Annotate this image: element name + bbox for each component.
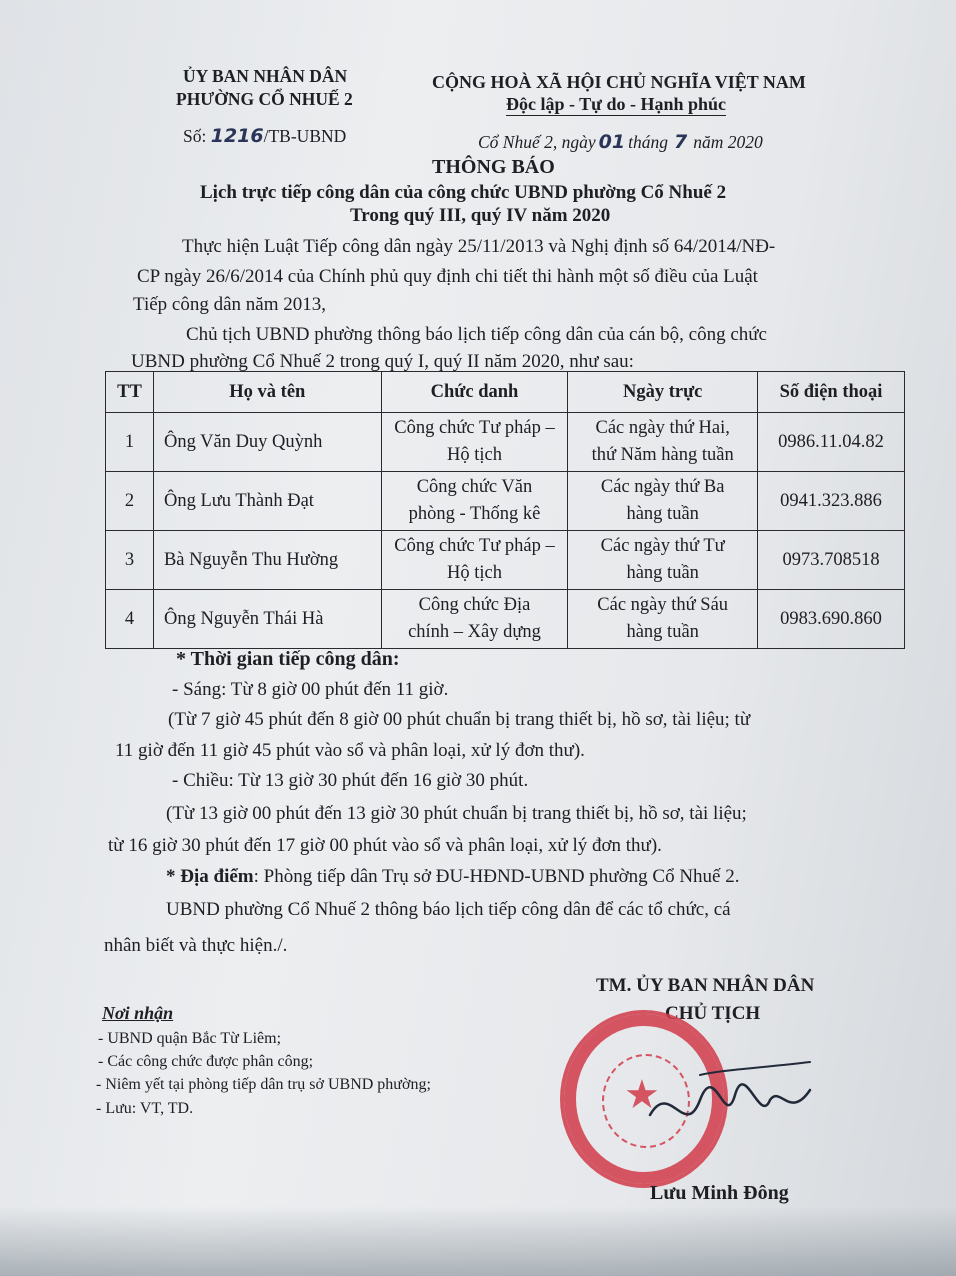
intro-p1-line2: CP ngày 26/6/2014 của Chính phủ quy định chi tiết thi hành một số điều của Luật bbox=[137, 266, 758, 287]
cell-role bbox=[381, 531, 568, 590]
cell-role bbox=[381, 590, 568, 649]
header-name: Họ và tên bbox=[153, 372, 381, 413]
day-line1: Các ngày thứ Hai, bbox=[595, 418, 730, 438]
duty-schedule-table bbox=[105, 371, 905, 649]
agency-name-line2: PHƯỜNG CỔ NHUẾ 2 bbox=[176, 89, 353, 109]
cell-duty-day bbox=[568, 413, 758, 472]
cell-phone: 0973.708518 bbox=[758, 531, 905, 590]
date-month-label: tháng bbox=[628, 132, 668, 152]
intro-p2-line2: UBND phường Cổ Nhuế 2 trong quý I, quý II năm 2020, như sau: bbox=[131, 351, 634, 372]
recipient-item: - Lưu: VT, TD. bbox=[96, 1100, 194, 1117]
cell-phone: 0983.690.860 bbox=[758, 590, 905, 649]
role-line1: Công chức Văn bbox=[416, 477, 533, 497]
cell-name: Bà Nguyễn Thu Hường bbox=[153, 531, 381, 590]
signer-name: Lưu Minh Đông bbox=[650, 1182, 789, 1204]
cell-tt: 1 bbox=[106, 413, 154, 472]
day-line2: hàng tuần bbox=[626, 563, 699, 583]
date-day-handwritten: 01 bbox=[598, 131, 626, 153]
closing-line1: UBND phường Cổ Nhuế 2 thông báo lịch tiếp công dân để các tổ chức, cá bbox=[166, 899, 731, 920]
cell-role bbox=[381, 413, 568, 472]
day-line1: Các ngày thứ Tư bbox=[600, 536, 725, 556]
cell-tt: 2 bbox=[106, 472, 154, 531]
schedule-heading: * Thời gian tiếp công dân: bbox=[176, 648, 400, 670]
schedule-afternoon-note-line2: từ 16 giờ 30 phút đến 17 giờ 00 phút vào sổ và phân loại, xử lý đơn thư). bbox=[108, 835, 662, 856]
recipients-title: Nơi nhận bbox=[102, 1003, 174, 1023]
doc-number-label: Số: bbox=[183, 126, 207, 146]
recipient-item: - Niêm yết tại phòng tiếp dân trụ sở UBND phường; bbox=[96, 1076, 431, 1093]
intro-p1-line1: Thực hiện Luật Tiếp công dân ngày 25/11/2013 và Nghị định số 64/2014/NĐ- bbox=[182, 236, 776, 257]
cell-phone: 0941.323.886 bbox=[758, 472, 905, 531]
table-row bbox=[106, 531, 905, 590]
date-year: năm 2020 bbox=[693, 132, 763, 152]
header-duty-day: Ngày trực bbox=[568, 372, 758, 413]
cell-phone: 0986.11.04.82 bbox=[758, 413, 905, 472]
seal-star-icon: ★ bbox=[624, 1072, 660, 1118]
cell-role bbox=[381, 472, 568, 531]
day-line1: Các ngày thứ Ba bbox=[600, 477, 725, 497]
cell-duty-day bbox=[568, 531, 758, 590]
document-subtitle-line2: Trong quý III, quý IV năm 2020 bbox=[350, 205, 611, 226]
role-line2: chính – Xây dựng bbox=[408, 622, 541, 642]
day-line2: hàng tuần bbox=[626, 504, 699, 524]
table-row bbox=[106, 590, 905, 649]
header-phone: Số điện thoại bbox=[758, 372, 905, 413]
role-line1: Công chức Tư pháp – bbox=[394, 418, 555, 438]
doc-number-suffix: /TB-UBND bbox=[263, 126, 347, 146]
schedule-afternoon-note-line1: (Từ 13 giờ 00 phút đến 13 giờ 30 phút chuẩn bị trang thiết bị, hồ sơ, tài liệu; bbox=[166, 803, 747, 824]
table-row bbox=[106, 472, 905, 531]
location-label: * Địa điểm bbox=[166, 866, 254, 887]
schedule-morning-note-line1: (Từ 7 giờ 45 phút đến 8 giờ 00 phút chuẩn bị trang thiết bị, hồ sơ, tài liệu; từ bbox=[168, 709, 751, 730]
handwritten-signature bbox=[640, 1060, 820, 1150]
cell-tt: 4 bbox=[106, 590, 154, 649]
role-line1: Công chức Địa bbox=[418, 595, 531, 615]
cell-name: Ông Lưu Thành Đạt bbox=[153, 472, 381, 531]
document-date bbox=[478, 131, 763, 153]
agency-name-line1: ỦY BAN NHÂN DÂN bbox=[183, 66, 348, 86]
schedule-afternoon: - Chiều: Từ 13 giờ 30 phút đến 16 giờ 30 phút. bbox=[172, 770, 529, 791]
location-line bbox=[166, 866, 739, 888]
cell-duty-day bbox=[568, 472, 758, 531]
header-role: Chức danh bbox=[381, 372, 568, 413]
recipient-item: - UBND quận Bắc Từ Liêm; bbox=[98, 1030, 282, 1047]
day-line2: hàng tuần bbox=[626, 622, 699, 642]
role-line2: Hộ tịch bbox=[446, 563, 502, 583]
role-line2: phòng - Thống kê bbox=[408, 504, 541, 524]
role-line1: Công chức Tư pháp – bbox=[394, 536, 555, 556]
schedule-morning-note-line2: 11 giờ đến 11 giờ 45 phút vào sổ và phân loại, xử lý đơn thư). bbox=[115, 740, 585, 761]
header-tt: TT bbox=[106, 372, 154, 413]
country-name: CỘNG HOÀ XÃ HỘI CHỦ NGHĨA VIỆT NAM bbox=[432, 72, 806, 92]
doc-number-handwritten: 1216 bbox=[210, 125, 264, 147]
document-subtitle-line1: Lịch trực tiếp công dân của công chức UBND phường Cổ Nhuế 2 bbox=[200, 182, 727, 203]
cell-name: Ông Nguyễn Thái Hà bbox=[153, 590, 381, 649]
document-title: THÔNG BÁO bbox=[432, 156, 555, 178]
schedule-morning: - Sáng: Từ 8 giờ 00 phút đến 11 giờ. bbox=[172, 679, 449, 700]
signature-title-line1: TM. ỦY BAN NHÂN DÂN bbox=[596, 975, 815, 996]
day-line2: thứ Năm hàng tuần bbox=[591, 445, 734, 465]
role-line2: Hộ tịch bbox=[446, 445, 502, 465]
location-text: : Phòng tiếp dân Trụ sở ĐU-HĐND-UBND phường Cổ Nhuế 2. bbox=[253, 866, 740, 887]
table-header-row bbox=[106, 372, 905, 413]
intro-p2-line1: Chủ tịch UBND phường thông báo lịch tiếp công dân của cán bộ, công chức bbox=[186, 324, 767, 345]
cell-tt: 3 bbox=[106, 531, 154, 590]
date-month-handwritten: 7 bbox=[673, 131, 688, 153]
national-motto: Độc lập - Tự do - Hạnh phúc bbox=[506, 94, 727, 114]
cell-name: Ông Văn Duy Quỳnh bbox=[153, 413, 381, 472]
day-line1: Các ngày thứ Sáu bbox=[597, 595, 729, 615]
photo-shadow bbox=[0, 1206, 956, 1276]
recipient-item: - Các công chức được phân công; bbox=[98, 1053, 314, 1070]
cell-duty-day bbox=[568, 590, 758, 649]
document-number bbox=[183, 125, 346, 147]
table-row bbox=[106, 413, 905, 472]
closing-line2: nhân biết và thực hiện./. bbox=[104, 935, 288, 956]
signature-title-line2: CHỦ TỊCH bbox=[665, 1003, 761, 1024]
date-prefix: Cổ Nhuế 2, ngày bbox=[478, 132, 596, 152]
intro-p1-line3: Tiếp công dân năm 2013, bbox=[133, 294, 326, 315]
